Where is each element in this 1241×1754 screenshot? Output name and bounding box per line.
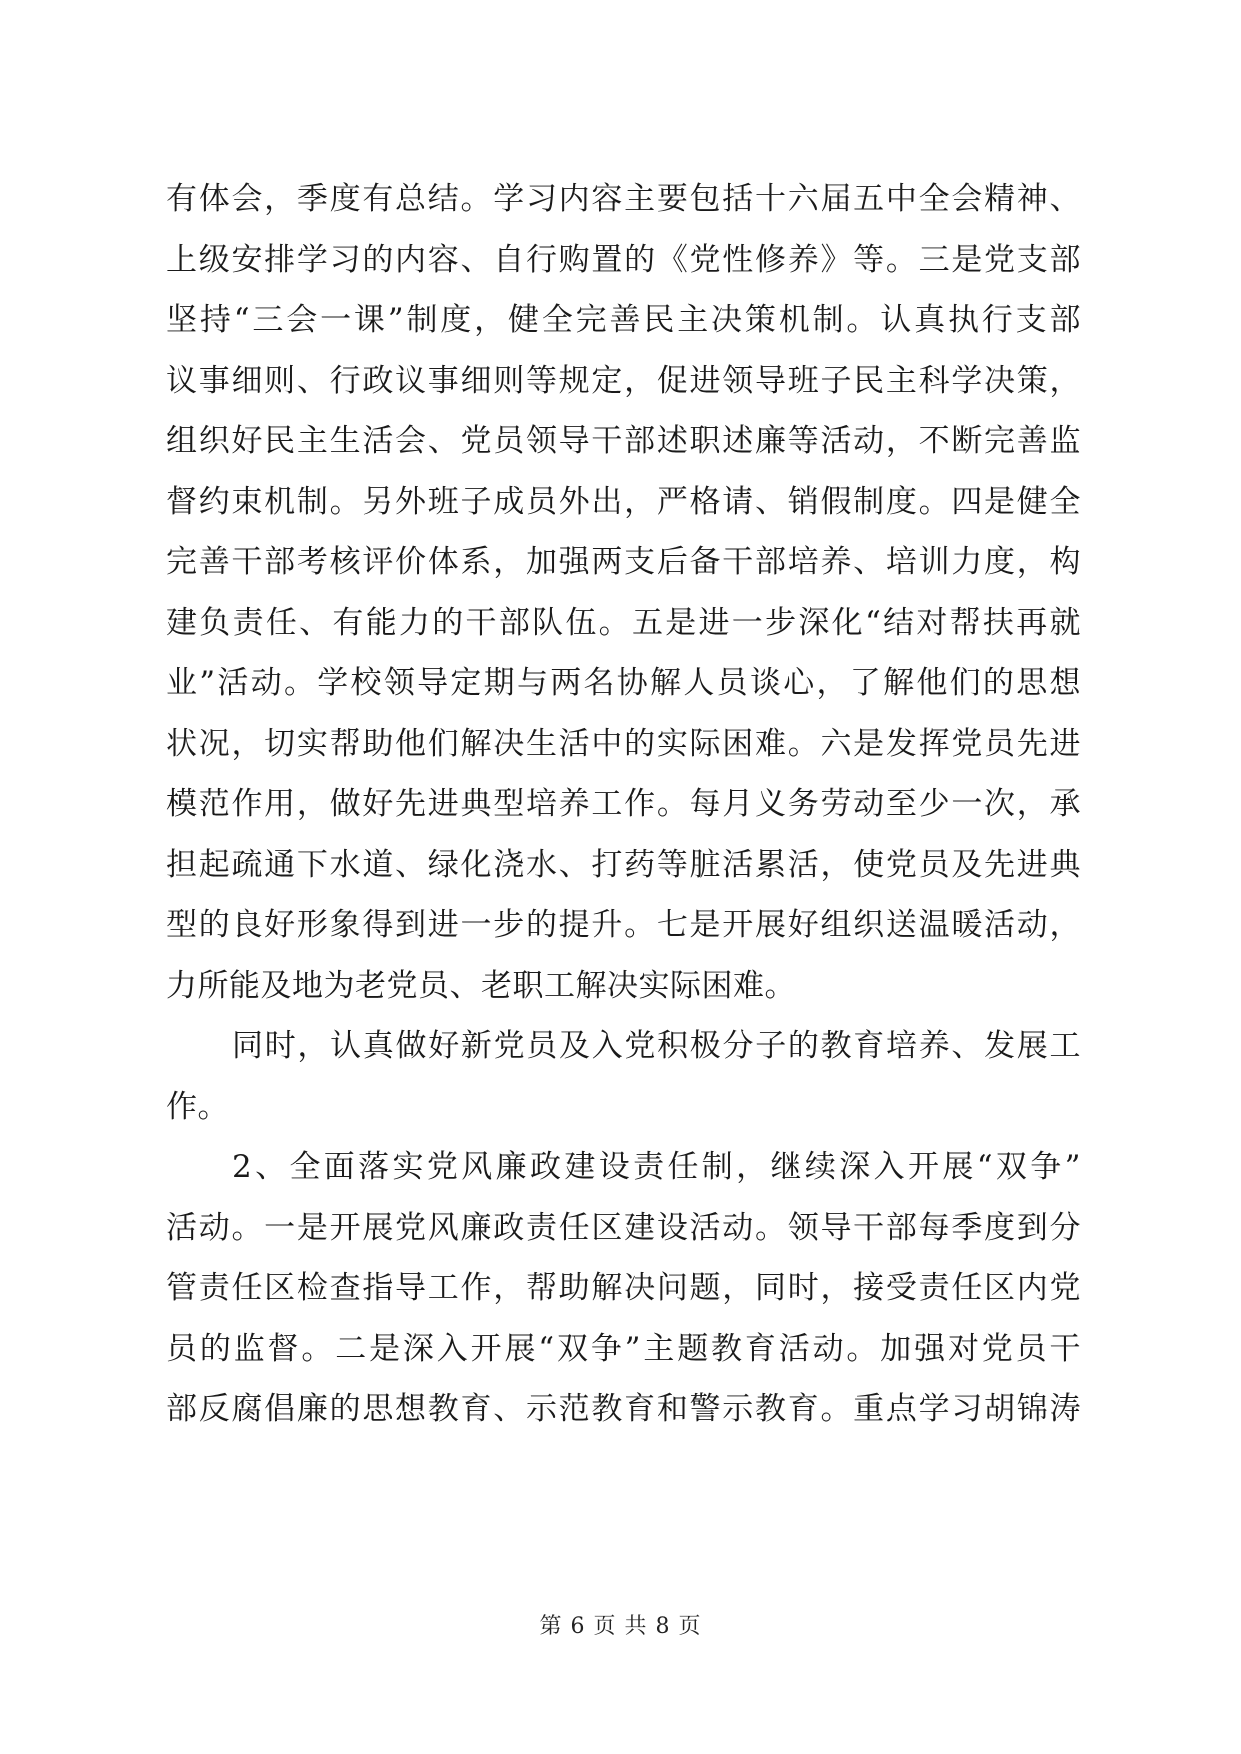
text-line: 议事细则、行政议事细则等规定，促进领导班子民主科学决策， bbox=[166, 362, 1081, 399]
text-line: 担起疏通下水道、绿化浇水、打药等脏活累活，使党员及先进典 bbox=[166, 846, 1081, 883]
text-line: 建负责任、有能力的干部队伍。五是进一步深化“结对帮扶再就 bbox=[166, 604, 1081, 641]
text-line: 活动。一是开展党风廉政责任区建设活动。领导干部每季度到分 bbox=[166, 1209, 1081, 1246]
text-line: 管责任区检查指导工作，帮助解决问题，同时，接受责任区内党 bbox=[166, 1270, 1081, 1306]
text-line: 员的监督。二是深入开展“双争”主题教育活动。加强对党员干 bbox=[166, 1330, 1081, 1367]
text-line: 督约束机制。另外班子成员外出，严格请、销假制度。四是健全 bbox=[166, 483, 1081, 520]
text-line: 上级安排学习的内容、自行购置的《党性修养》等。三是党支部 bbox=[166, 241, 1081, 278]
text-line: 力所能及地为老党员、老职工解决实际困难。 bbox=[166, 967, 796, 1004]
text-line: 完善干部考核评价体系，加强两支后备干部培养、培训力度，构 bbox=[166, 544, 1081, 580]
text-line: 坚持“三会一课”制度，健全完善民主决策机制。认真执行支部 bbox=[166, 302, 1081, 338]
text-line: 作。 bbox=[166, 1088, 229, 1125]
text-line: 型的良好形象得到进一步的提升。七是开展好组织送温暖活动， bbox=[166, 907, 1081, 943]
text-line: 状况，切实帮助他们解决生活中的实际困难。六是发挥党员先进 bbox=[166, 725, 1081, 762]
text-line: 同时，认真做好新党员及入党积极分子的教育培养、发展工 bbox=[232, 1028, 1081, 1064]
page-footer: 第 6 页 共 8 页 bbox=[539, 1614, 702, 1639]
text-line: 模范作用，做好先进典型培养工作。每月义务劳动至少一次，承 bbox=[166, 786, 1081, 822]
text-line: 组织好民主生活会、党员领导干部述职述廉等活动，不断完善监 bbox=[166, 423, 1081, 459]
text-line: 有体会，季度有总结。学习内容主要包括十六届五中全会精神、 bbox=[166, 181, 1081, 217]
text-line: 2、全面落实党风廉政建设责任制，继续深入开展“双争” bbox=[232, 1149, 1081, 1185]
text-line: 业”活动。学校领导定期与两名协解人员谈心，了解他们的思想 bbox=[166, 665, 1081, 701]
text-line: 部反腐倡廉的思想教育、示范教育和警示教育。重点学习胡锦涛 bbox=[166, 1391, 1081, 1427]
document-body bbox=[166, 169, 1081, 1440]
